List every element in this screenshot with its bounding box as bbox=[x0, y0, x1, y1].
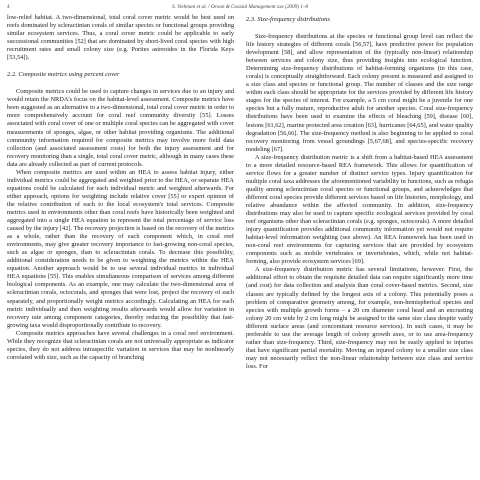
running-head: S. Viehman et al. / Ocean & Coastal Management xxx (2009) 1–8 bbox=[171, 4, 309, 10]
page-number: 4 bbox=[7, 4, 10, 10]
paragraph: low-relief habitat. A two-dimensional, total coral cover metric would be best used on reefs dominated by scleractinian corals of similar species or functional groups providing similar ecosystem services. Thus, a coral cover metric could be applicable to early successional communities [52] that are dominated by short-lived coral species with high recruitment rates and small colony size (e.g. Porites astreoides in the Florida Keys [53,54]). bbox=[7, 14, 234, 62]
paragraph: Composite metrics could be used to capture changes in services due to an injury and would retain the NRDA's focus on the habitat-level assessment. Composite metrics have been suggested as an alternative to a two-dimensional, total coral cover metric in order to more comprehensively account for coral reef community diversity [55]. Losses associated with coral cover of one or multiple coral species can be aggregated with cover measurements of sponges, algae, or other habitat providing organisms. The additional community information required for composite metrics may involve more field data collection (and associated assessment costs) for both the injury assessment and for recovery monitoring than a single, total coral cover metric, although in many cases these data are already collected as part of current protocols. bbox=[7, 88, 234, 168]
paragraph: When composite metrics are used within an HEA to assess habitat injury, either individual metrics could be aggregated and weighted prior to the HEA, or separate HEA equations could be calculated for each individual metric and weighted afterwards. For either approach, options for weighting include relative cover [55] or expert opinion of the relative contribution of each to the local ecosystem's total services. Composite metrics used in environments other than coral reefs have historically been weighted and aggregated into a single HEA equation to represent the total percentage of service loss caused by the injury [42]. The recovery projection is based on the recovery of the metrics as a whole, rather than the recovery of each component which, in coral reef environments, may give greater recovery importance to fast-growing non-coral species, such as algae or sponges, than to scleractinian corals. To decrease this possibility, additional consideration needs to be given to weighting the metrics within the HEA equation. Another approach would be to use several individual metrics in individual HEA equations [55]. This enables simultaneous comparison of services among different biological components. As an example, one may calculate the two-dimensional area of scleractinian corals, octocorals, and sponges that were lost, project the recovery of each separately, and proportionally weight metrics accordingly. Calculating an HEA for each metric individually and then weighting results afterwards would allow for variation in recovery rate among component categories, thereby reducing the possibility that fast-growing taxa would disproportionally contribute to recovery. bbox=[7, 168, 234, 329]
paragraph: Composite metrics approaches have several challenges in a coral reef environment. While they recognize that scleractinian corals are not universally appropriate as indicator species, they do not address intraspecific variation in services that may be nonlinearly correlated with size, such as the capacity of branching bbox=[7, 329, 234, 361]
section-heading: 2.2. Composite metrics using percent cover bbox=[7, 71, 120, 79]
right-column bbox=[246, 14, 473, 480]
left-column bbox=[7, 14, 234, 480]
page-header bbox=[0, 0, 480, 14]
section-heading: 2.3. Size-frequency distributions bbox=[246, 16, 330, 23]
paragraph: A size-frequency distribution metric is a shift from a habitat-based HEA assessment to a more detailed resource-based REA framework. This allows for quantification of service flows for a greater number of distinct service types. Injury quantification for multiple coral taxa addresses the aforementioned variability in functions, such as refugia quality among scleractinian coral species or functional groups, and acknowledges that different coral species provide different services based on life histories, morphology, and relative abundance within the affected community. In addition, size-frequency distributions may also be used to capture specific ecological services provided by coral reef organisms other than scleractinian corals (e.g. sponges, octocorals). A more detailed injury quantification provides additional community information yet would not require habitat-level information weighting (see above). An REA framework has been used in non-coral reef environments for capturing services that are provided by ecosystem components such as mobile vertebrates or invertebrates, which, while not habitat-forming, also provide ecosystem services [69]. bbox=[246, 153, 473, 266]
paragraph: A size-frequency distribution metric has several limitations, however. First, the additional effort to obtain the requisite detailed data can require significantly more time (and cost) for data collection and analysis than coral cover-based metrics. Second, size classes are typically defined by the longest axis of a colony. This potentially poses a problem of comparative geometry among, for example, non-hemispherical species and species with multiple growth forms – a 20 cm diameter coral head and an encrusting colony 20 cm wide by 2 cm long might be assigned to the same size class despite vastly different surface areas (and concomitant resource services). In such cases, it may be preferable to use the average length of colony growth axes, or to use area-frequency rather than size-frequency. Third, size-frequency may not be easily applied to injuries that have significant partial mortality. Moving an injured colony to a smaller size class may not necessarily reflect the non-linear relationship between size class and service loss. For bbox=[246, 266, 473, 370]
paragraph: Size-frequency distributions at the species or functional group level can reflect the life history strategies of different corals [56,57], have predictive power for population development [58], and allow representation of the (typically non-linear) relationship between services and colony size, thus providing insights into ecological function. Determining size-frequency distributions of habitat-forming organisms (in this case, corals) is conceptually straightforward. Each colony present is measured and assigned to a size class and species or functional group. The number of classes and the size range within each class should be appropriate for the services provided by different life history stages for the species of interest. For example, a 5 cm coral might be a juvenile for one species but a fully mature, reproductive adult for another species. Coral size-frequency distributions have been used to examine the effects of bleaching [59], disease [60], lesions [61,62], marine protected area creation [63], hurricanes [64,65], and water quality degradation [56,66]. The size-frequency method is also beginning to be applied to coral recovery monitoring from vessel groundings [5,67,68], and species-specific recovery modeling [67]. bbox=[246, 33, 473, 153]
